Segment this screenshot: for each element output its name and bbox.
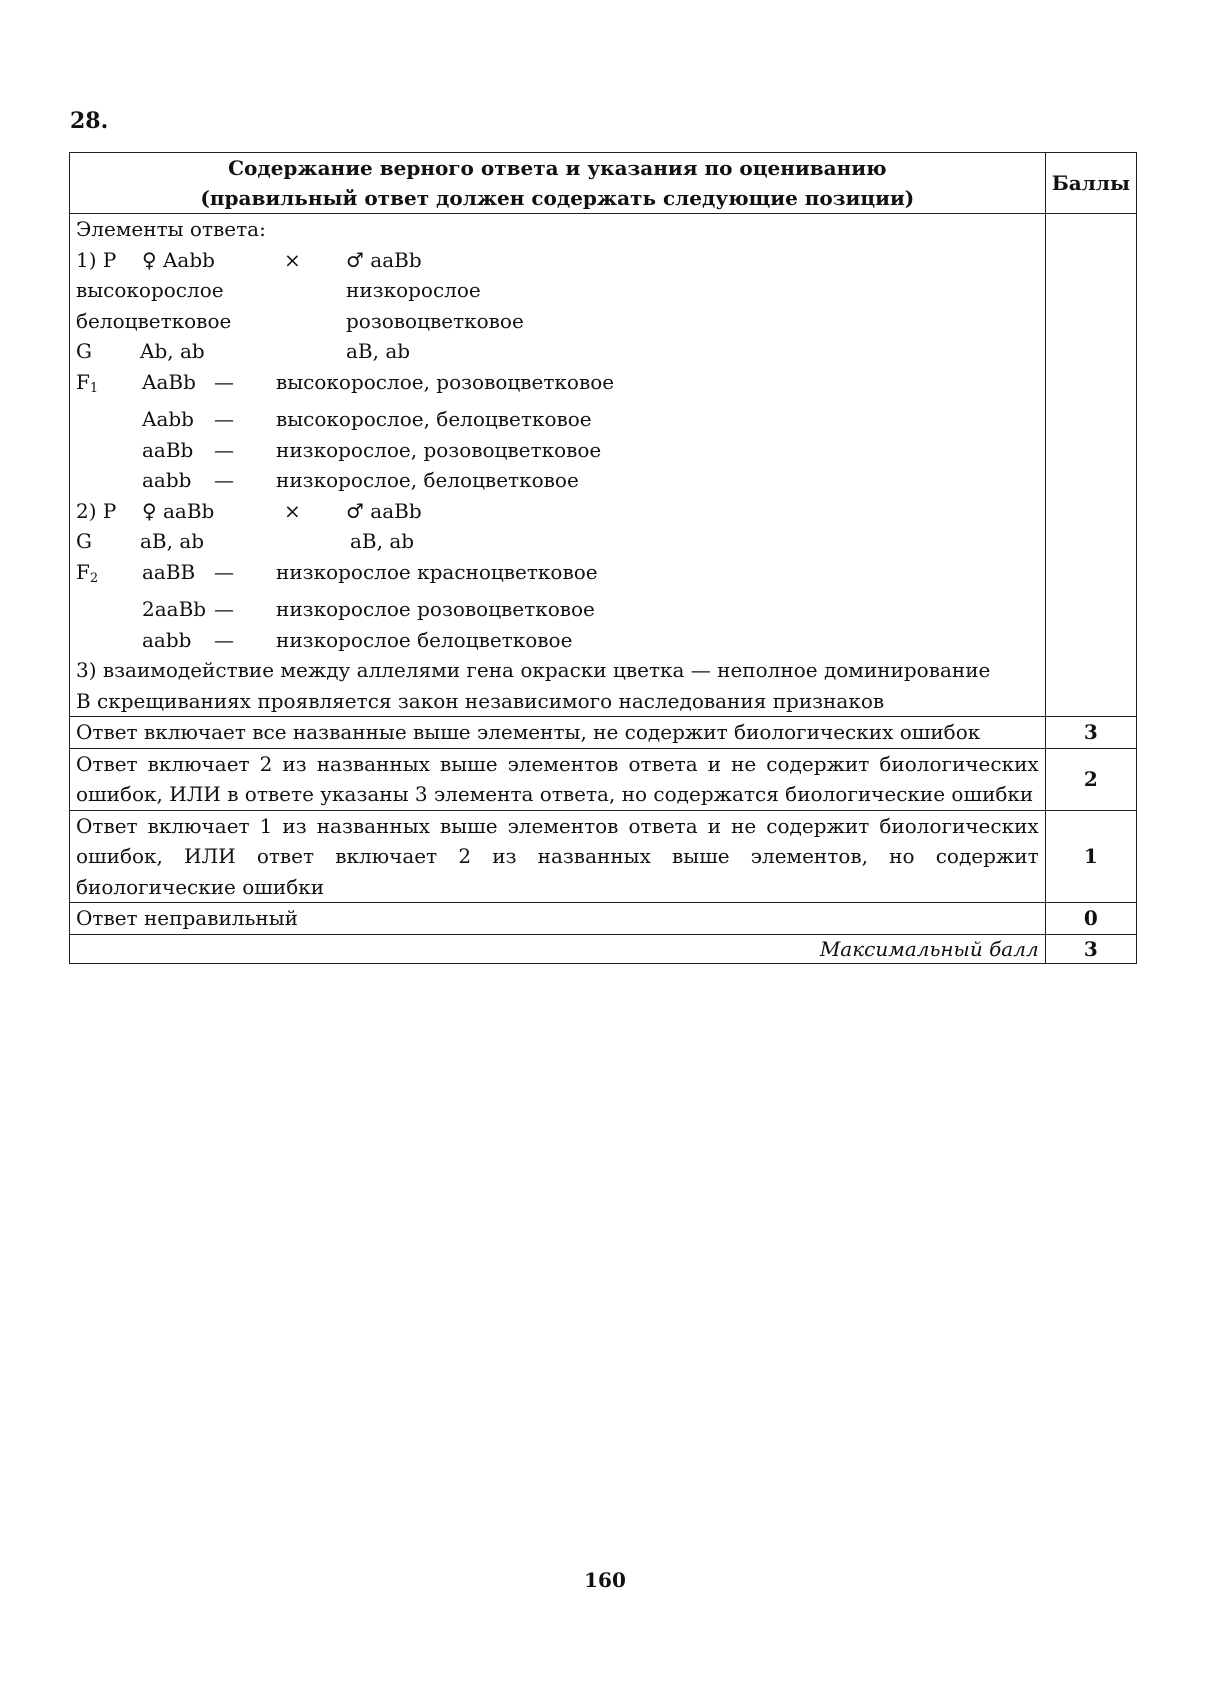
offspring-phenotype: высокорослое, белоцветковое	[276, 407, 592, 431]
criterion-row	[70, 903, 1137, 935]
criterion-text: Ответ включает 1 из названных выше элементов ответа и не содержит биологических ошибок, ИЛИ ответ включает 2 из названных выше элементов, но содержит биологические ошибки	[70, 810, 1046, 903]
cross1-f-label	[76, 367, 142, 405]
offspring-dash: —	[214, 597, 234, 621]
content-header-line1: Содержание верного ответа и указания по оцениванию	[228, 156, 887, 180]
offspring-dash: —	[214, 559, 234, 584]
offspring-genotype: AaBb	[142, 369, 196, 394]
offspring-dash: —	[214, 437, 234, 462]
criterion-text: Ответ включает все названные выше элементы, не содержит биологических ошибок	[70, 717, 1046, 749]
points-header: Баллы	[1045, 153, 1136, 214]
criterion-text: Ответ включает 2 из названных выше элементов ответа и не содержит биологических ошибок, ИЛИ в ответе указаны 3 элемента ответа, но содержатся биологические ошибки	[70, 748, 1046, 810]
cross1-times: ×	[284, 247, 301, 272]
offspring-dash: —	[214, 468, 234, 492]
cross2-gametes	[76, 526, 1039, 557]
cross1-gametes	[76, 336, 1039, 367]
cross2-f-label	[76, 557, 142, 595]
cross1-g-female: Ab, ab	[140, 339, 205, 363]
offspring-genotype: Aabb	[142, 407, 194, 431]
cross2-g-male: aB, ab	[350, 529, 415, 553]
page-number: 160	[584, 1568, 626, 1592]
cross2-p-label: 2) P	[76, 498, 117, 523]
criterion-points: 3	[1045, 717, 1136, 749]
offspring-phenotype: низкорослое белоцветковое	[276, 627, 573, 652]
element-3: 3) взаимодействие между аллелями гена окраски цветка — неполное доминирование	[76, 658, 991, 682]
cross1-parents	[76, 245, 1039, 276]
criterion-text: Ответ неправильный	[70, 903, 1046, 935]
table-header-row	[70, 153, 1137, 214]
criterion-points: 2	[1045, 748, 1136, 810]
cross1-f-subscript: 1	[89, 380, 99, 396]
max-score-points: 3	[1045, 934, 1136, 963]
cross2-times: ×	[284, 498, 301, 523]
offspring-genotype: aaBB	[142, 559, 196, 584]
content-header-line2: (правильный ответ должен содержать следующие позиции)	[200, 186, 915, 210]
cross1-male: ♂ aaBb	[346, 247, 422, 272]
criterion-row	[70, 748, 1137, 810]
offspring-phenotype: низкорослое красноцветковое	[276, 559, 598, 584]
cross1-male-trait2: розовоцветковое	[346, 308, 524, 333]
criterion-points: 0	[1045, 903, 1136, 935]
offspring-phenotype: высокорослое, розовоцветковое	[276, 369, 615, 394]
cross2-offspring-1	[76, 594, 1039, 625]
content-header	[70, 153, 1046, 214]
cross2-offspring-2	[76, 625, 1039, 656]
cross2-f-subscript: 2	[89, 570, 99, 586]
cross1-male-trait1: низкорослое	[346, 278, 481, 302]
cross1-female-trait2: белоцветковое	[76, 308, 232, 333]
offspring-genotype: 2aaBb	[142, 597, 207, 621]
cross1-female-trait1: высокорослое	[76, 278, 224, 302]
task-number: 28.	[70, 108, 109, 134]
cross2-male: ♂ aaBb	[346, 498, 422, 523]
cross2-g-label: G	[76, 529, 92, 553]
cross2-female: ♀ aaBb	[142, 498, 215, 523]
cross1-f-letter: F	[76, 369, 90, 394]
cross2-f-letter: F	[76, 559, 90, 584]
cross1-female: ♀ Aabb	[142, 247, 215, 272]
elements-row	[70, 214, 1137, 717]
answer-table	[69, 152, 1137, 964]
cross1-g-label: G	[76, 339, 92, 363]
cross1-offspring-0	[76, 367, 1039, 405]
cross1-p-label: 1) P	[76, 247, 117, 272]
elements-cell	[70, 214, 1046, 717]
cross1-g-male: aB, ab	[346, 339, 411, 363]
cross1-offspring-2	[76, 435, 1039, 466]
offspring-dash: —	[214, 369, 234, 394]
offspring-dash: —	[214, 627, 234, 652]
offspring-phenotype: низкорослое, розовоцветковое	[276, 437, 602, 462]
offspring-dash: —	[214, 407, 234, 431]
cross1-traits1	[76, 275, 1039, 306]
cross2-offspring-0	[76, 557, 1039, 595]
elements-title: Элементы ответа:	[76, 217, 266, 241]
offspring-genotype: aabb	[142, 627, 192, 652]
cross1-offspring-3	[76, 465, 1039, 496]
elements-points-empty	[1045, 214, 1136, 717]
offspring-genotype: aaBb	[142, 437, 194, 462]
offspring-genotype: aabb	[142, 468, 192, 492]
offspring-phenotype: низкорослое, белоцветковое	[276, 468, 579, 492]
max-score-row	[70, 934, 1137, 963]
offspring-phenotype: низкорослое розовоцветковое	[276, 597, 595, 621]
cross1-traits2	[76, 306, 1039, 337]
criterion-row	[70, 717, 1137, 749]
criterion-points: 1	[1045, 810, 1136, 903]
max-score-label: Максимальный балл	[70, 934, 1046, 963]
cross1-offspring-1	[76, 404, 1039, 435]
law-statement: В скрещиваниях проявляется закон независимого наследования признаков	[76, 688, 885, 713]
cross2-g-female: aB, ab	[140, 529, 205, 553]
criterion-row	[70, 810, 1137, 903]
cross2-parents	[76, 496, 1039, 527]
